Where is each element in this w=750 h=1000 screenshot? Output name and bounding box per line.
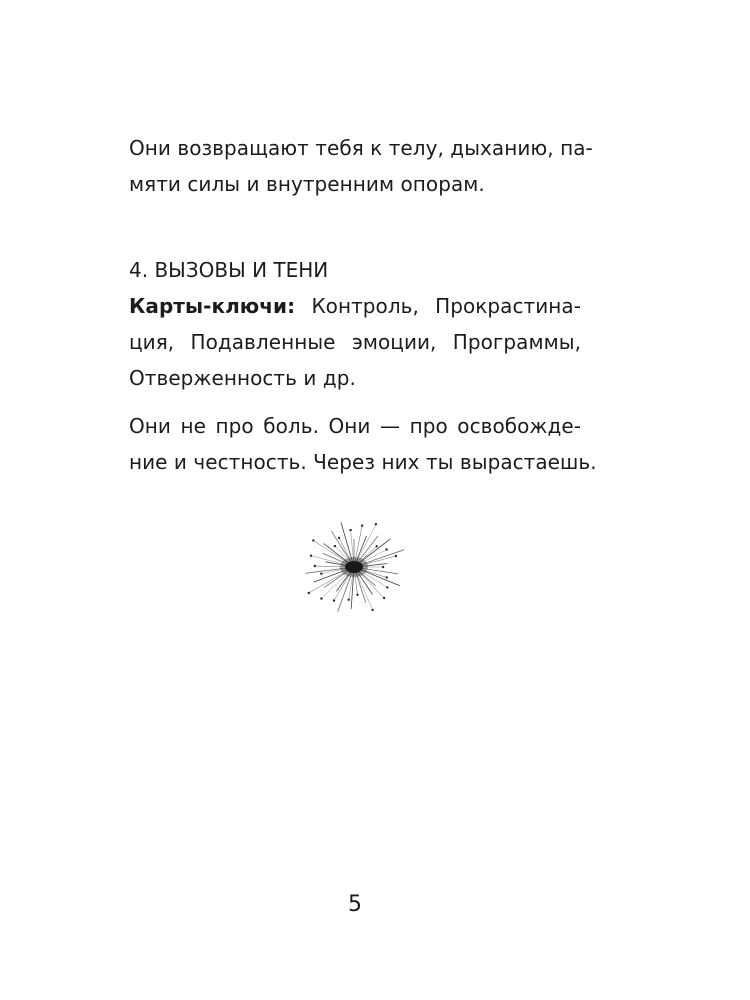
text-line: ние и честность. Через них ты вырастаешь. [129,450,597,474]
text-line: Отверженность и др. [129,366,356,390]
text-line: ция, Подавленные эмоции, Программы, [129,330,581,354]
text-line: Они не про боль. Они — про освобожде- [129,414,581,438]
cards-label: Карты-ключи: [129,294,296,318]
text-line: Они возвращают тебя к телу, дыханию, па- [129,136,593,160]
cards-keys-paragraph [129,288,581,396]
page-number: 5 [348,892,362,917]
text-line [129,288,581,324]
section-heading: 4. ВЫЗОВЫ И ТЕНИ [129,258,329,282]
cards-list-part: Контроль, Прокрастина- [311,294,581,318]
text-line: мяти силы и внутренним опорам. [129,172,485,196]
paragraph-support-cards [129,130,593,202]
starburst-ornament-icon [300,520,410,620]
paragraph-shadows [129,408,597,480]
